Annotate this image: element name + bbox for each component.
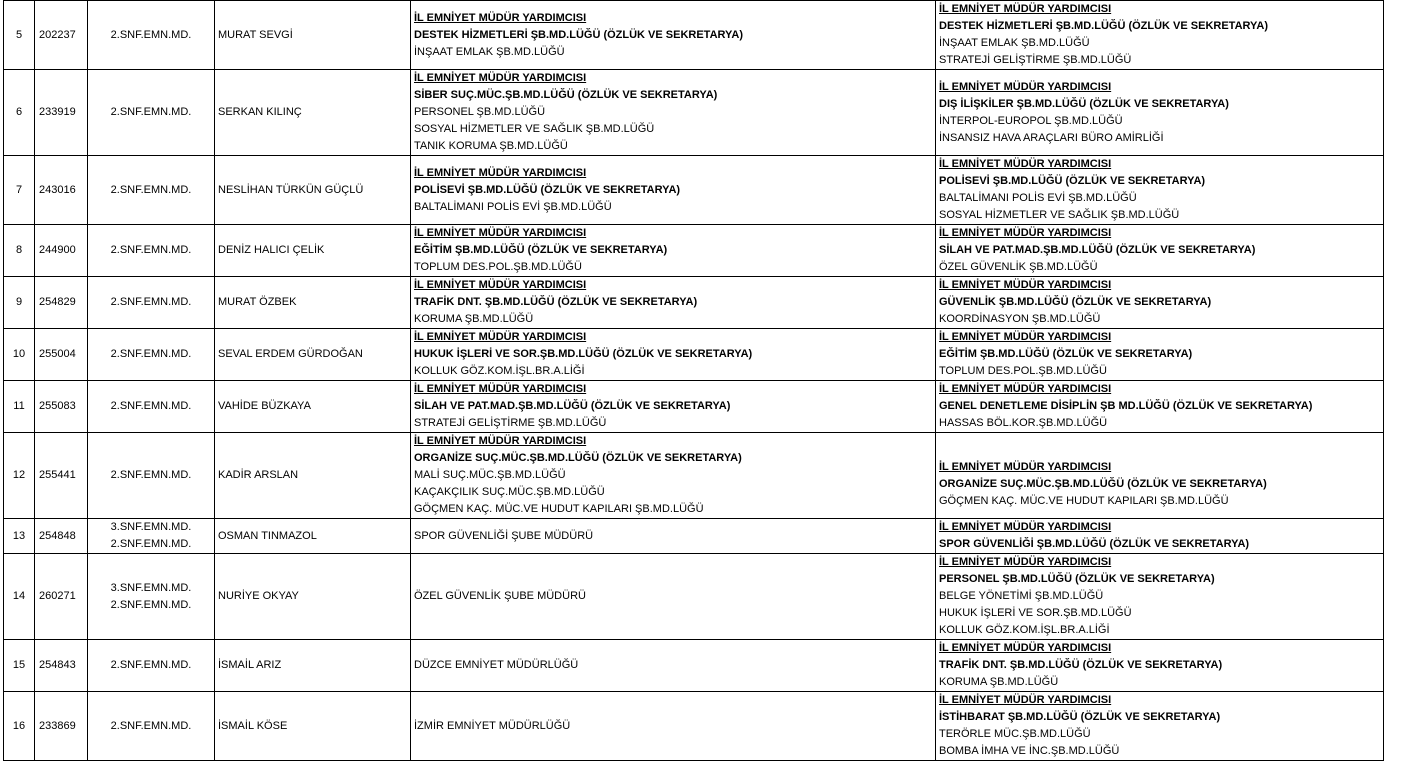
row-number: 11 [4,381,35,433]
main-unit: ORGANİZE SUÇ.MÜC.ŞB.MD.LÜĞÜ (ÖZLÜK VE SEKRETARYA) [939,477,1267,490]
current-assignment [411,277,936,329]
person-name: SEVAL ERDEM GÜRDOĞAN [215,329,411,381]
rank: 2.SNF.EMN.MD. [110,469,192,481]
sub-unit: KAÇAKÇILIK SUÇ.MÜC.ŞB.MD.LÜĞÜ [414,486,605,498]
new-assignment [936,381,1384,433]
main-unit: GENEL DENETLEME DİSİPLİN ŞB MD.LÜĞÜ (ÖZLÜK VE SEKRETARYA) [939,400,1313,412]
new-assignment [936,329,1384,381]
sub-unit: TANIK KORUMA ŞB.MD.LÜĞÜ [414,140,568,152]
person-name: VAHİDE BÜZKAYA [215,381,411,433]
sub-unit: KORUMA ŞB.MD.LÜĞÜ [414,313,534,325]
rank-cell [88,692,215,761]
table-row [4,692,1384,761]
registry-number: 243016 [35,156,88,225]
registry-number: 260271 [35,554,88,640]
rank-cell [88,156,215,225]
rank-cell [88,329,215,381]
position-title: İL EMNİYET MÜDÜR YARDIMCISI [414,435,587,447]
main-unit: SİLAH VE PAT.MAD.ŞB.MD.LÜĞÜ (ÖZLÜK VE SEKRETARYA) [939,244,1256,256]
sub-unit: STRATEJİ GELİŞTİRME ŞB.MD.LÜĞÜ [939,54,1132,66]
sub-unit: BALTALİMANI POLİS EVİ ŞB.MD.LÜĞÜ [414,200,612,213]
rank-cell [88,554,215,640]
new-assignment [936,519,1384,554]
row-number: 13 [4,519,35,554]
sub-unit: ÖZEL GÜVENLİK ŞB.MD.LÜĞÜ [939,261,1098,273]
table-row [4,277,1384,329]
row-number: 6 [4,70,35,156]
sub-unit: MALİ SUÇ.MÜC.ŞB.MD.LÜĞÜ [414,469,566,481]
person-name: NESLİHAN TÜRKÜN GÜÇLÜ [215,156,411,225]
table-row [4,156,1384,225]
current-unit: DÜZCE EMNİYET MÜDÜRLÜĞÜ [414,659,579,671]
sub-unit: BOMBA İMHA VE İNC.ŞB.MD.LÜĞÜ [939,745,1120,757]
current-assignment [411,692,936,761]
main-unit: TRAFİK DNT. ŞB.MD.LÜĞÜ (ÖZLÜK VE SEKRETARYA) [414,296,698,308]
registry-number: 254843 [35,640,88,692]
position-title: İL EMNİYET MÜDÜR YARDIMCISI [939,521,1112,533]
new-assignment [936,225,1384,277]
rank: 2.SNF.EMN.MD. [110,719,192,732]
sub-unit: STRATEJİ GELİŞTİRME ŞB.MD.LÜĞÜ [414,417,607,429]
rank: 3.SNF.EMN.MD. [110,521,192,533]
registry-number: 202237 [35,1,88,70]
sub-unit: HUKUK İŞLERİ VE SOR.ŞB.MD.LÜĞÜ [939,607,1132,619]
person-name: İSMAİL ARIZ [215,640,411,692]
position-title: İL EMNİYET MÜDÜR YARDIMCISI [414,11,587,24]
person-name: KADİR ARSLAN [215,433,411,519]
position-title: İL EMNİYET MÜDÜR YARDIMCISI [414,331,587,343]
row-number: 14 [4,554,35,640]
position-title: İL EMNİYET MÜDÜR YARDIMCISI [939,158,1112,170]
rank: 2.SNF.EMN.MD. [110,538,192,550]
main-unit: TRAFİK DNT. ŞB.MD.LÜĞÜ (ÖZLÜK VE SEKRETARYA) [939,659,1223,671]
row-number: 8 [4,225,35,277]
table-row [4,225,1384,277]
rank: 2.SNF.EMN.MD. [110,244,192,256]
main-unit: DIŞ İLİŞKİLER ŞB.MD.LÜĞÜ (ÖZLÜK VE SEKRETARYA) [939,97,1229,110]
rank-cell [88,640,215,692]
assignment-table [3,0,1384,761]
rank-cell [88,519,215,554]
person-name: İSMAİL KÖSE [215,692,411,761]
position-title: İL EMNİYET MÜDÜR YARDIMCISI [939,460,1112,473]
registry-number: 254848 [35,519,88,554]
new-assignment [936,156,1384,225]
sub-unit: İNŞAAT EMLAK ŞB.MD.LÜĞÜ [939,37,1090,49]
current-assignment [411,519,936,554]
main-unit: İSTİHBARAT ŞB.MD.LÜĞÜ (ÖZLÜK VE SEKRETARYA) [939,711,1221,723]
current-unit: ÖZEL GÜVENLİK ŞUBE MÜDÜRÜ [414,590,586,602]
position-title: İL EMNİYET MÜDÜR YARDIMCISI [939,3,1112,15]
current-assignment [411,1,936,70]
new-assignment [936,277,1384,329]
rank-cell [88,277,215,329]
row-number: 16 [4,692,35,761]
current-assignment [411,381,936,433]
row-number: 12 [4,433,35,519]
sub-unit: HASSAS BÖL.KOR.ŞB.MD.LÜĞÜ [939,417,1108,429]
main-unit: EĞİTİM ŞB.MD.LÜĞÜ (ÖZLÜK VE SEKRETARYA) [939,348,1193,360]
rank-cell [88,381,215,433]
table-row [4,519,1384,554]
current-assignment [411,554,936,640]
sub-unit: TOPLUM DES.POL.ŞB.MD.LÜĞÜ [414,261,582,273]
main-unit: HUKUK İŞLERİ VE SOR.ŞB.MD.LÜĞÜ (ÖZLÜK VE SEKRETARYA) [414,348,753,360]
sub-unit: KORUMA ŞB.MD.LÜĞÜ [939,676,1059,688]
rank-cell [88,433,215,519]
current-assignment [411,329,936,381]
position-title: İL EMNİYET MÜDÜR YARDIMCISI [939,642,1112,654]
new-assignment [936,70,1384,156]
person-name: OSMAN TINMAZOL [215,519,411,554]
position-title: İL EMNİYET MÜDÜR YARDIMCISI [939,556,1112,568]
sub-unit: TOPLUM DES.POL.ŞB.MD.LÜĞÜ [939,365,1107,377]
registry-number: 255441 [35,433,88,519]
table-row [4,381,1384,433]
main-unit: POLİSEVİ ŞB.MD.LÜĞÜ (ÖZLÜK VE SEKRETARYA) [414,183,681,196]
new-assignment [936,433,1384,519]
registry-number: 244900 [35,225,88,277]
person-name: MURAT SEVGİ [215,1,411,70]
sub-unit: İNŞAAT EMLAK ŞB.MD.LÜĞÜ [414,45,565,58]
sub-unit: İNSANSIZ HAVA ARAÇLARI BÜRO AMİRLİĞİ [939,131,1164,144]
current-assignment [411,225,936,277]
row-number: 9 [4,277,35,329]
position-title: İL EMNİYET MÜDÜR YARDIMCISI [414,72,587,84]
sub-unit: KOORDİNASYON ŞB.MD.LÜĞÜ [939,313,1101,325]
rank: 2.SNF.EMN.MD. [110,659,192,671]
table-row [4,640,1384,692]
main-unit: DESTEK HİZMETLERİ ŞB.MD.LÜĞÜ (ÖZLÜK VE SEKRETARYA) [939,20,1268,32]
position-title: İL EMNİYET MÜDÜR YARDIMCISI [414,383,587,395]
main-unit: EĞİTİM ŞB.MD.LÜĞÜ (ÖZLÜK VE SEKRETARYA) [414,244,668,256]
position-title: İL EMNİYET MÜDÜR YARDIMCISI [939,383,1112,395]
row-number: 7 [4,156,35,225]
rank: 2.SNF.EMN.MD. [110,106,192,118]
current-assignment [411,433,936,519]
rank-cell [88,225,215,277]
sub-unit: SOSYAL HİZMETLER VE SAĞLIK ŞB.MD.LÜĞÜ [939,209,1180,221]
row-number: 15 [4,640,35,692]
position-title: İL EMNİYET MÜDÜR YARDIMCISI [939,279,1112,291]
registry-number: 255083 [35,381,88,433]
sub-unit: GÖÇMEN KAÇ. MÜC.VE HUDUT KAPILARI ŞB.MD.LÜĞÜ [939,494,1229,507]
person-name: DENİZ HALICI ÇELİK [215,225,411,277]
current-assignment [411,70,936,156]
person-name: MURAT ÖZBEK [215,277,411,329]
rank: 2.SNF.EMN.MD. [110,598,192,611]
sub-unit: BELGE YÖNETİMİ ŞB.MD.LÜĞÜ [939,590,1104,602]
sub-unit: PERSONEL ŞB.MD.LÜĞÜ [414,106,546,118]
new-assignment [936,1,1384,70]
sub-unit: KOLLUK GÖZ.KOM.İŞL.BR.A.LİĞİ [939,624,1110,636]
registry-number: 233869 [35,692,88,761]
main-unit: DESTEK HİZMETLERİ ŞB.MD.LÜĞÜ (ÖZLÜK VE SEKRETARYA) [414,28,743,41]
rank: 2.SNF.EMN.MD. [110,183,192,196]
table-row [4,329,1384,381]
person-name: NURİYE OKYAY [215,554,411,640]
main-unit: ORGANİZE SUÇ.MÜC.ŞB.MD.LÜĞÜ (ÖZLÜK VE SEKRETARYA) [414,452,742,464]
position-title: İL EMNİYET MÜDÜR YARDIMCISI [414,227,587,239]
rank: 2.SNF.EMN.MD. [110,400,192,412]
table-row [4,433,1384,519]
table-row [4,554,1384,640]
main-unit: POLİSEVİ ŞB.MD.LÜĞÜ (ÖZLÜK VE SEKRETARYA) [939,175,1206,187]
current-unit: İZMİR EMNİYET MÜDÜRLÜĞÜ [414,719,571,732]
row-number: 10 [4,329,35,381]
sub-unit: TERÖRLE MÜC.ŞB.MD.LÜĞÜ [939,728,1091,740]
table-row [4,70,1384,156]
new-assignment [936,640,1384,692]
registry-number: 254829 [35,277,88,329]
position-title: İL EMNİYET MÜDÜR YARDIMCISI [939,694,1112,706]
rank-cell [88,1,215,70]
person-name: SERKAN KILINÇ [215,70,411,156]
sub-unit: İNTERPOL-EUROPOL ŞB.MD.LÜĞÜ [939,114,1123,127]
position-title: İL EMNİYET MÜDÜR YARDIMCISI [939,227,1112,239]
position-title: İL EMNİYET MÜDÜR YARDIMCISI [939,80,1112,93]
rank: 2.SNF.EMN.MD. [110,28,192,41]
main-unit: PERSONEL ŞB.MD.LÜĞÜ (ÖZLÜK VE SEKRETARYA) [939,573,1215,585]
row-number: 5 [4,1,35,70]
current-assignment [411,640,936,692]
sub-unit: SOSYAL HİZMETLER VE SAĞLIK ŞB.MD.LÜĞÜ [414,123,655,135]
main-unit: SPOR GÜVENLİĞİ ŞB.MD.LÜĞÜ (ÖZLÜK VE SEKRETARYA) [939,538,1250,550]
new-assignment [936,692,1384,761]
rank: 3.SNF.EMN.MD. [110,581,192,594]
position-title: İL EMNİYET MÜDÜR YARDIMCISI [414,166,587,179]
sub-unit: GÖÇMEN KAÇ. MÜC.VE HUDUT KAPILARI ŞB.MD.LÜĞÜ [414,503,704,515]
current-unit: SPOR GÜVENLİĞİ ŞUBE MÜDÜRÜ [414,529,594,542]
sub-unit: KOLLUK GÖZ.KOM.İŞL.BR.A.LİĞİ [414,365,585,377]
new-assignment [936,554,1384,640]
registry-number: 233919 [35,70,88,156]
table-row [4,1,1384,70]
main-unit: SİBER SUÇ.MÜC.ŞB.MD.LÜĞÜ (ÖZLÜK VE SEKRETARYA) [414,89,718,101]
main-unit: GÜVENLİK ŞB.MD.LÜĞÜ (ÖZLÜK VE SEKRETARYA) [939,296,1212,308]
sub-unit: BALTALİMANI POLİS EVİ ŞB.MD.LÜĞÜ [939,192,1137,204]
rank-cell [88,70,215,156]
rank: 2.SNF.EMN.MD. [110,348,192,360]
current-assignment [411,156,936,225]
position-title: İL EMNİYET MÜDÜR YARDIMCISI [939,331,1112,343]
main-unit: SİLAH VE PAT.MAD.ŞB.MD.LÜĞÜ (ÖZLÜK VE SEKRETARYA) [414,400,731,412]
spacer [939,442,1380,459]
position-title: İL EMNİYET MÜDÜR YARDIMCISI [414,279,587,291]
rank: 2.SNF.EMN.MD. [110,296,192,308]
assignment-table-body [4,1,1384,761]
registry-number: 255004 [35,329,88,381]
